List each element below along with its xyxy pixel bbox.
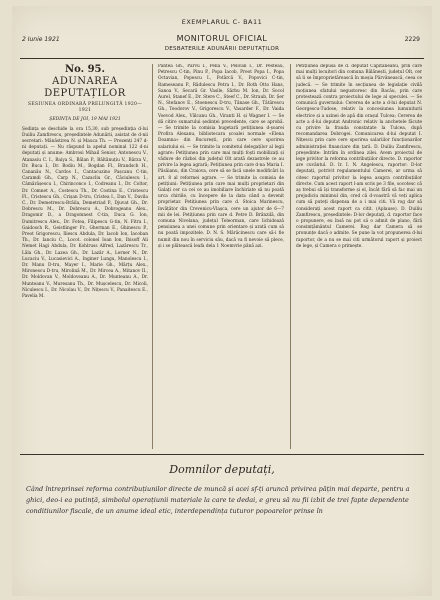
publication-title: MONITORUL OFICIAL (176, 34, 268, 43)
page-number: 2229 (404, 36, 420, 43)
session-line: SESIUNEA ORDINARĂ PRELUNGITĂ 1920—1921 (27, 102, 143, 114)
publication-subtitle: DESBATERILE ADUNĂRII DEPUTAȚILOR (164, 46, 280, 52)
column-2-text: Pântea Gh., Pârvu I., Pella V., Pelivan I., Dr. Pesteau, Petrescu C-tin, Pinu P., Popa Iacob, Preot Popa I., Popa Octavian, Popescu I., Potârcă V., Popovici C-tin, Rameseanu P., Rădulescu Petra I., Dr. Roth Otto Hans, Sanoa V., Secară Gr. Vasile, Sârbu M. Ion, Dr. Socol Aurel, Stanef E., Dr. Stere C., Steef C., Dr. Straub, Dr. Șer N., Stefanov E., Stoenescu D-tru, Tănase Gh., Tătărescu Gh., Teodorov V., Grigorescu V., Vasarder F., Dr. Vaida Voevod Alex., Vălcanu Gh., Viranti H. și Wagner I. — Se dă citire sumarului ședinței precedente, care se aprobă. — Se trimite la comisia bugetară petițiunea d-șoarei Profira Alexanu, bibliotecara școalei normale «Elena Doamna» din București, prin care cere sporirea salariului ei. — Se trimite la comitetul delegaților al legii agrare: Petițiunea prin care mai mulți foști mobilizați și văduve de război din județul Olt arată dezastrele ce au privire la legea agrară; Petițiunea prin care d-na Maria I. Păsăianu, din Craiova, cere să se facă unele modificări la art. 8 al reformei agrare. — Se trimite la comisia de petițiuni: Petițiunea prin care mai mulți proprietari din Galați cer ca cei ce au imobiliare închiriate să nu poată urca chiriile, cu începere de la data când a devenit proprietar. Petițiunea prin care d. Stoica Marinescu, învățător din Crevenicu-Vlașca, cere un ajutor de 6—7 mii de lei. Petițiunea prin care d. Petre D. Brânzilă, din comuna Nivelana, județul Teleorman, care lichidează pensiunea a unei comune prin orientare și arată cum să nu poată impozitele. D. N. S. Mărăcinescu care să-i fie numit din nou în serviciu său, dacă va fi nevoie să plece, și i se plătească leafa dela 1 Noemvrie până azi. (158, 64, 284, 249)
sitting-line: ȘEDINȚA DE JOI, 19 MAI 1921 (49, 117, 121, 123)
address-title: Domnilor deputați, (169, 463, 275, 476)
header-rule (20, 58, 424, 59)
address-text: Când întreprinsei reforma contribuțiunilor directe de muncă și acei sf-ți aruncă privirea pățin mai departe, pentru a ghici, deo-i ea putință, simbolul operațiunii materiale la care te dedai, e greu să nu fii izbit de trei fapte dependente conditiunilor fiscale, de un anume ideal etic, interdependința tuturor popoarelor prinse în (26, 485, 410, 515)
section-heading: ADUNAREA DEPUTAȚILOR (44, 76, 126, 99)
section-rule (20, 454, 424, 455)
column-1 (22, 64, 148, 449)
issue-number: No. 95. (65, 64, 105, 75)
column-divider-2 (290, 64, 291, 449)
newspaper-page (12, 6, 432, 596)
column-1-text: Ședința se deschide la ora 15,30, sub președinția d-lui Duiliu Zamfirescu, președintele Adunării, asistat de d-nii secretari: Mănăstirea N. și Mauca Th. — Prezenți 247 d-ni deputați. — Nu răspund la apelul nominal 122 d-ni deputați și anume: Ambrosi Mihail Senior, Antonescu V., Atanasiu C. I., Baiya S., Bălan P., Băltănuțiu V., Bârza V., Dr. Buca I., Dr. Bodiu M., Bogdan Fl., Brandsch H., Cananău N., Cardos I., Cantacuzino Pașcanu C-tin, Caramdi Gh., Carp N., Cazacliu Gr., Căciulescu I., Cămărășescu I., Chirinconco I., Codreanu I., Dr. Coltor, Dr. Comnet A., Costescu Th., Dr. Costina E., Cristescu Fl., Cristescu Gh., Crișan D-tru, Cristea I., Dan V., Davila C., Dr. Demetrescu-Brăila, Demetriad P., Djuvat Gh., Dr. Dobrescu M., Dr. Dobrescu A., Dobrogeanu Alex., Dragomir D., a Dragomnest C-tin, Duca G. Ion, Dumitrescu Alex., Dr. Fotea, Filipescu G-tin, N. Fitra I., Gaidosch R., Geistlinger Fr., Gherman E., Ghinescu P., Preot Grigorescu, Iliescu Abdula, Dr. Iacob Ion, Iacoban Th., Dr. Ianciu C., Locot. colonel Ioan Ion, Ibisoff Ali Nemet Hagi Abdula, Dr. Kohlruss Alfred, Lazărescu Tr., Lăla Gh., Dr. Lazea Gh., Dr. Lazăr A., Lerner N., Dr. Lucaciu V., Lucasievici A., Inginer Lungu, Manolescu I., Dr. Manu D-tru, Mayer I., Marie Gh., Mârțu Alex., Mironescu D-tru, Mirolină M., Dr. Mircea A., Mitanov II., Dr. Moldovan V., Moldoveanu A., Dr. Munteanu A., Dr. Munteanu V., Muresanu Th., Dr. Mușcelescu, Dr. Micoli, Niculescu I., Dr. Nicolau V., Dr. Nițescu V., Panaitescu E., Pavelia M. (22, 126, 148, 300)
column-2 (158, 64, 284, 449)
edition-line: EXEMPLARUL C- BA11 (181, 18, 263, 26)
issue-date: 2 Iunie 1921 (22, 36, 60, 43)
column-divider-1 (152, 64, 153, 449)
column-3 (296, 64, 422, 449)
column-3-text: Petițiunea depusă de d. deputat Căpitaneanu, prin care mai mulți locuitori din comuna Bălănești, județul Olt, cer să li se împroprietărească în moșia Părvănească, ceea ce judecă. — Se trimite în secțiunea de legislație civilă moțiunea sfatului negustoresc din Bacău, prin care protestează contra proiectului de lege al speculei. — Se comunică guvernului: Cererea de acte a d-lui deputat N. Georgescu-Tudose, relativ la concesiunea lumuniturii electrice și a uzinei de apă din orașul Tulcea; Cererea de acte a d-lui deputat Andronic relativ la anchetele făcute cu privire la frauda constatate la Tulcea, după recomandarea Dobrogei. Comunicarea d-lui deputat I. Nițescu prin care cere sporirea salariilor funcționarilor administrației financiare din țară. D. Duiliu Zamfirescu, președinte: Intrăm în ordinea zilei. Avem proiectul de lege privitor la reforma contribuțiilor directe. D. raportor are cuvântul. D. Ir. I. N. Angelescu, raportor: D-lor deputați, potrivit regulamentului Camerei, ar urma să citesc raportul privitor la legea asupra contribuțiilor directe. Cum acest raport l-am scris pe 3 file, socotesc că aș trebui să își transforme și el, încât fără să fac mai un prejudiciu minimul din, cred că d-voastră vă veți aplica cum să puteți dispensa de a i mai citi. Vă rog dar să considerați acest raport ca citit. (Aplause). D. Duiliu Zamfirescu, președintele: D-lor deputați, d. raportor face o propunere, eu însă nu pot să o admit de plano, fără consimțământul Camerei. Rog dar Camera să se pronunțe dacă o admite. Se pune la vot propunerea d-lui raportor, de a nu se mai citi următorul raport și proiect de lege, și Camera o primește. (296, 64, 422, 249)
